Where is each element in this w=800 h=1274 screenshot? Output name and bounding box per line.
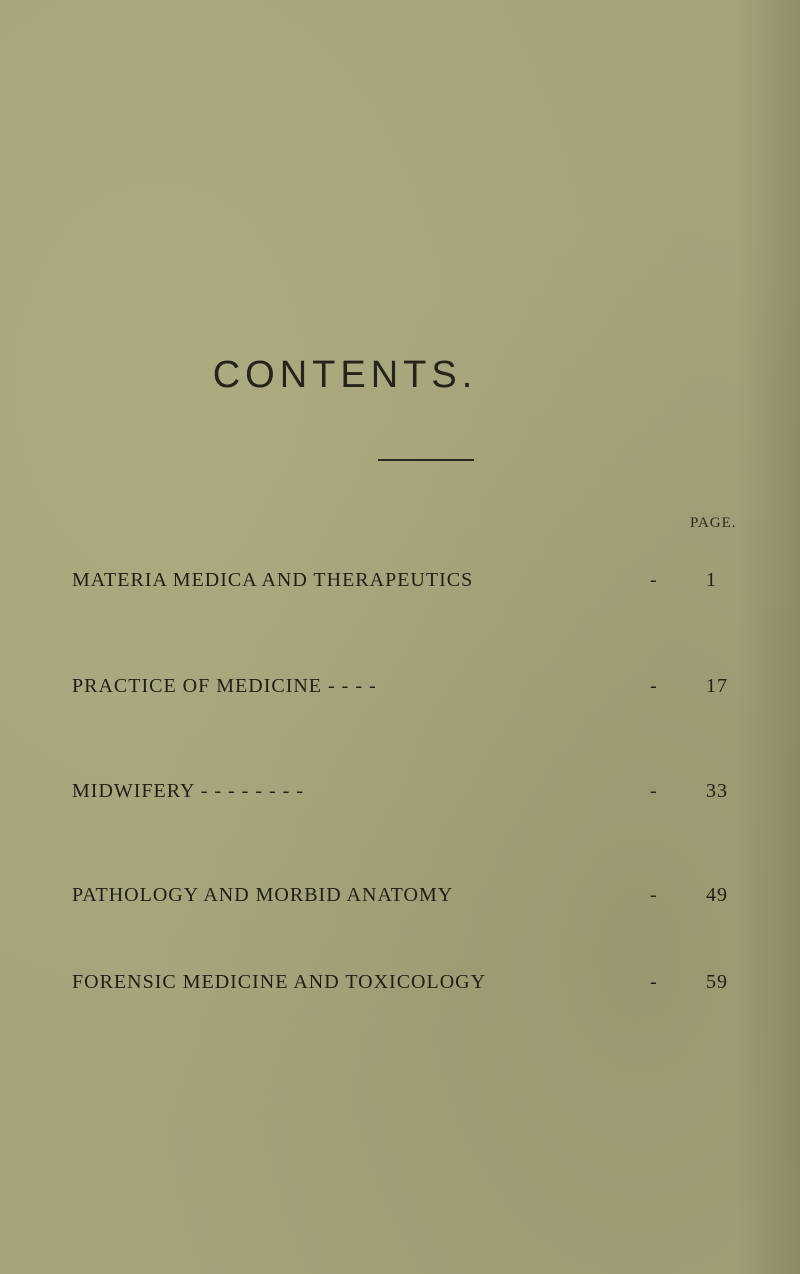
toc-entry[interactable]: [72, 675, 742, 705]
toc-entry-leader: -: [650, 971, 658, 993]
toc-entry-leader: -: [650, 884, 658, 906]
toc-entry-page: 17: [706, 675, 728, 697]
toc-entry-label: MIDWIFERY - - - - - - - -: [72, 780, 304, 802]
toc-entry[interactable]: [72, 971, 742, 1001]
toc-entry-leader: -: [650, 569, 658, 591]
page-column-header: PAGE.: [690, 515, 737, 531]
toc-entry-label: FORENSIC MEDICINE AND TOXICOLOGY: [72, 971, 487, 993]
toc-entry-leader: -: [650, 780, 658, 802]
contents-heading: CONTENTS.: [212, 354, 478, 396]
toc-entry[interactable]: [72, 884, 742, 914]
toc-entry-leader: -: [650, 675, 658, 697]
toc-entry-label: PATHOLOGY AND MORBID ANATOMY: [72, 884, 454, 906]
toc-entry-page: 49: [706, 884, 728, 906]
toc-entry-label: PRACTICE OF MEDICINE - - - -: [72, 675, 377, 697]
toc-entry[interactable]: [72, 780, 742, 810]
toc-entry-page: 1: [706, 569, 717, 591]
toc-entry-page: 33: [706, 780, 728, 802]
toc-entry-page: 59: [706, 971, 728, 993]
toc-entry-label: MATERIA MEDICA AND THERAPEUTICS: [72, 569, 474, 591]
toc-entry[interactable]: [72, 569, 742, 599]
